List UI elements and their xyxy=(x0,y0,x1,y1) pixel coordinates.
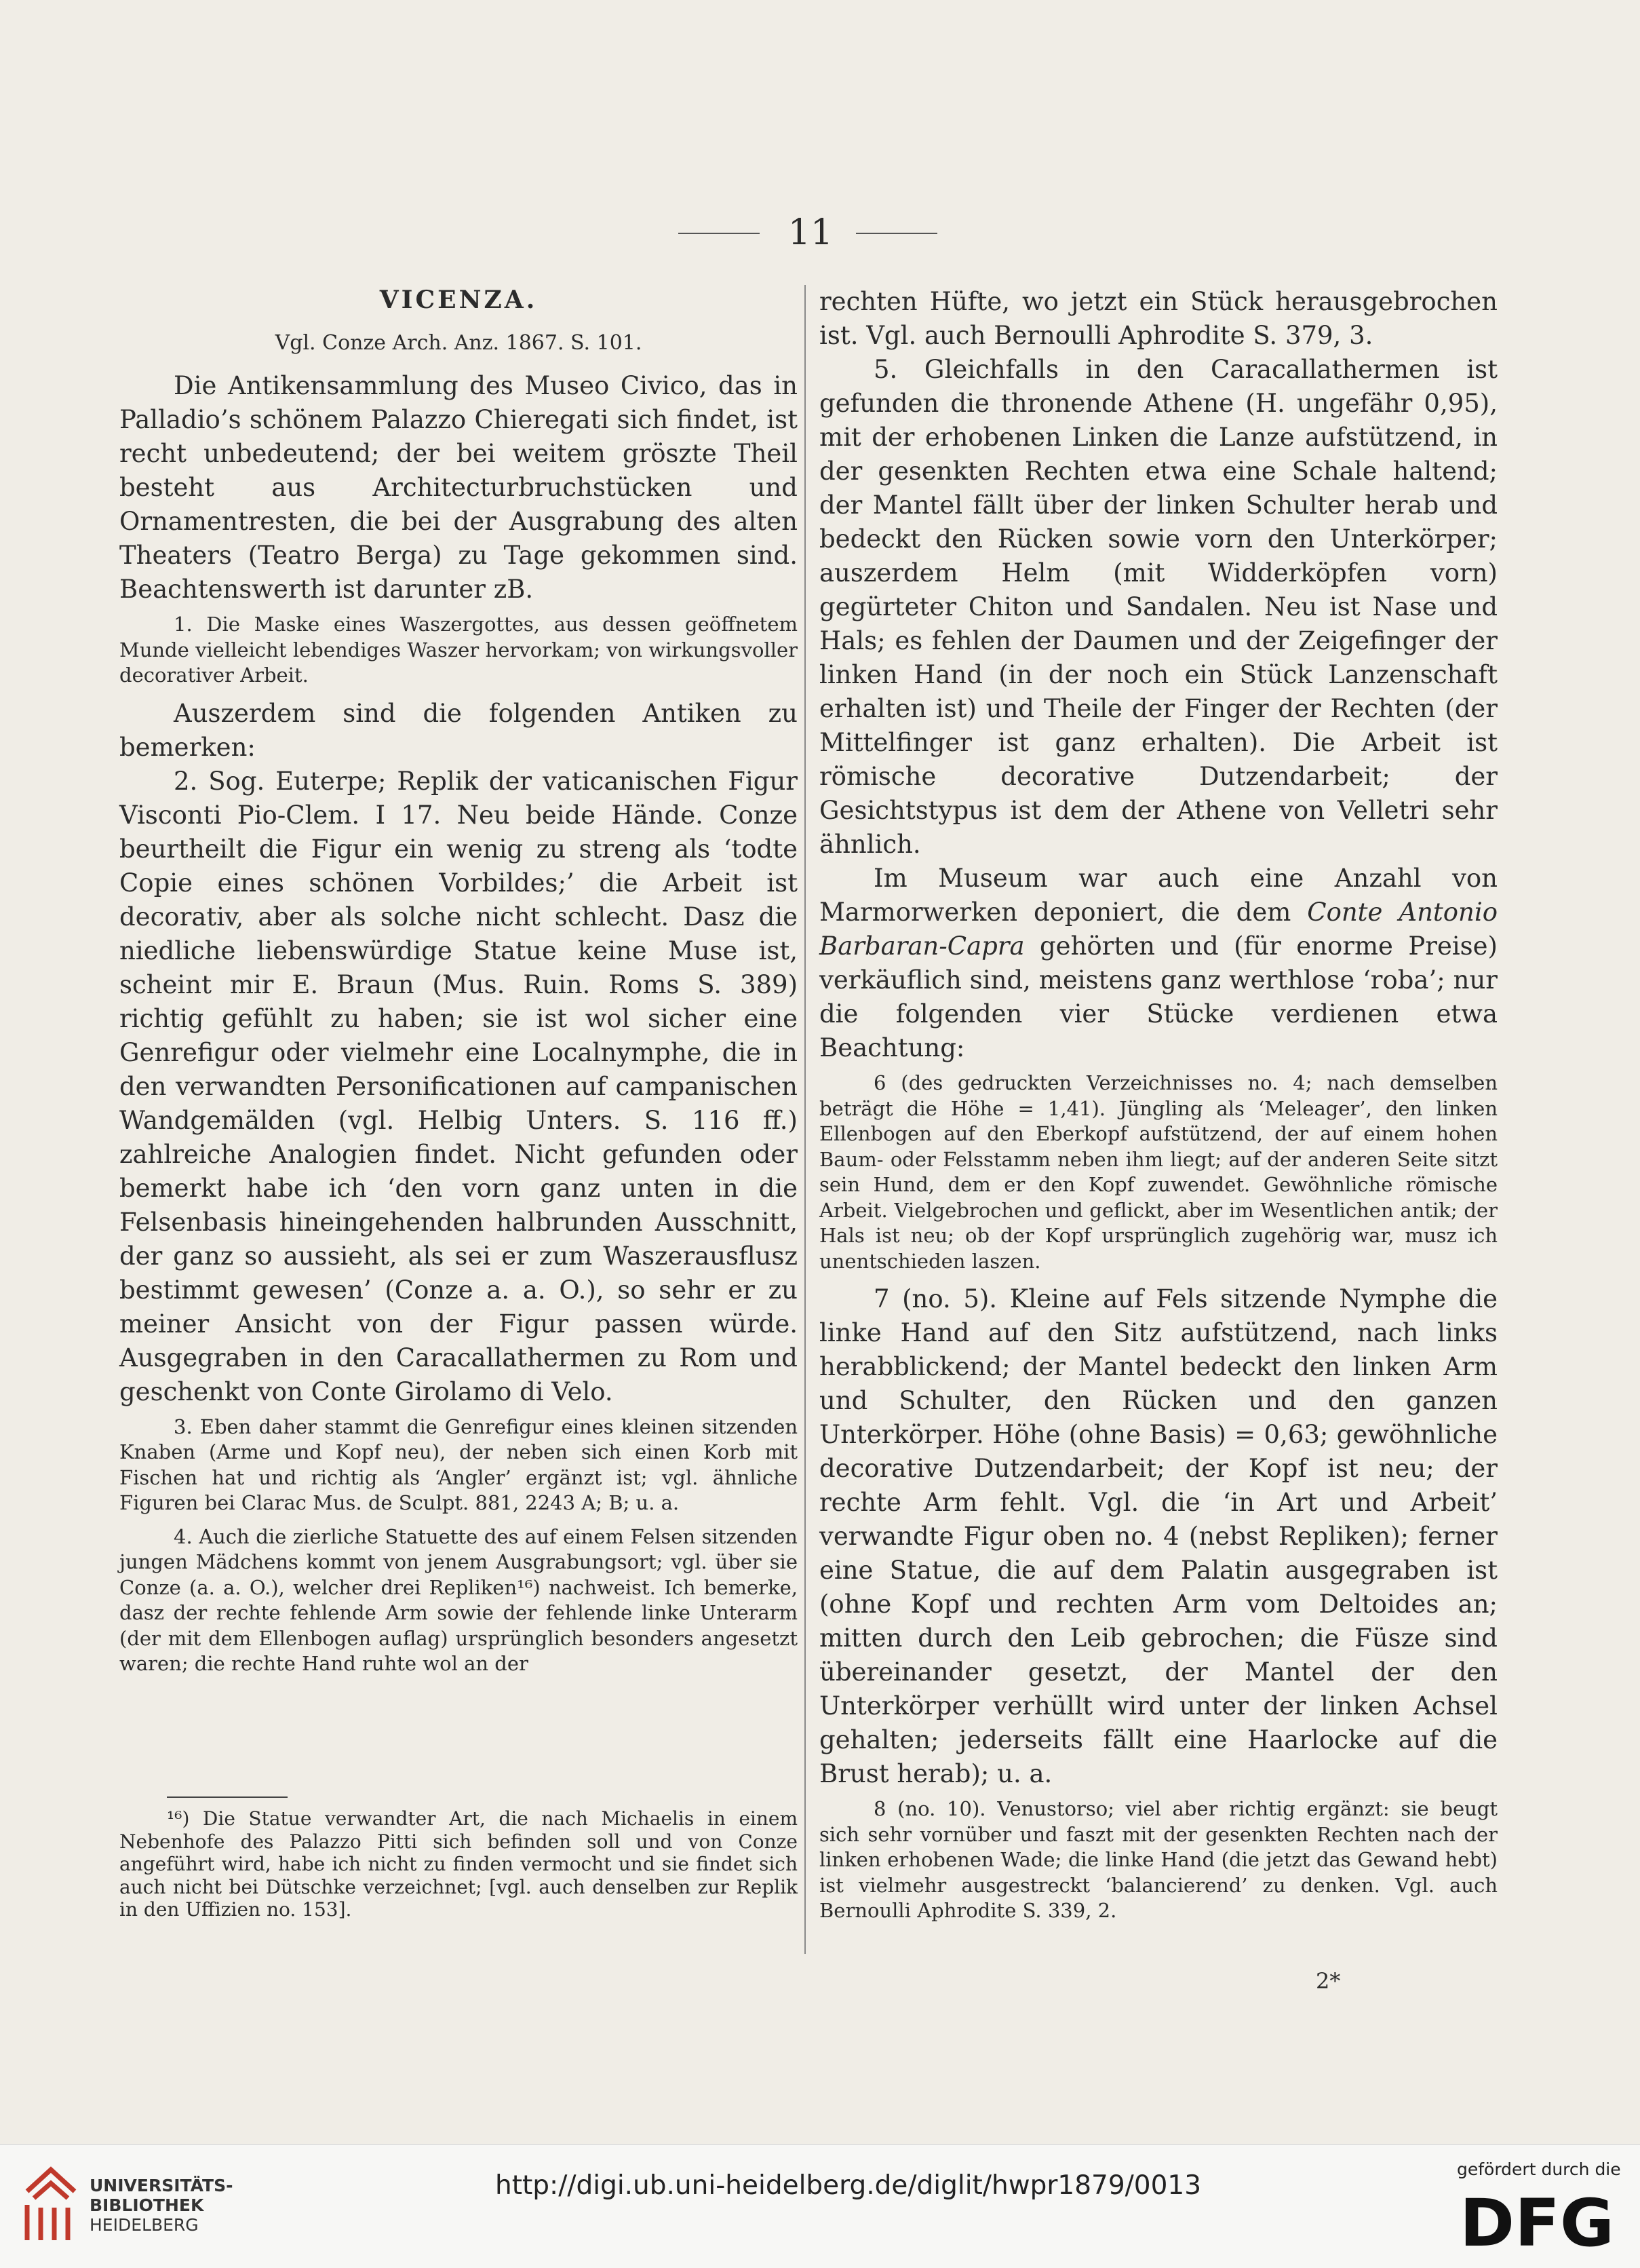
column-divider xyxy=(804,285,806,1954)
museum-text-end: gehörten und (für enorme Preise) verkäuflich sind, meistens ganz werthlose ‘roba’; nur die folgenden vier Stücke verdienen etwa Beachtung: xyxy=(819,931,1498,1062)
header-rule-right xyxy=(856,233,937,234)
owner-name: Conte Antonio Barbaran-Capra xyxy=(819,898,1498,961)
left-column xyxy=(119,285,798,1685)
ub-heidelberg-logo-icon[interactable] xyxy=(20,2164,81,2246)
page-number: 11 xyxy=(787,212,834,253)
dfg-logo-text: DFG xyxy=(1460,2191,1614,2251)
entry-1: 1. Die Maske eines Waszergottes, aus dessen geöffnetem Munde vielleicht lebendiges Waszer hervorkam; von wirkungsvoller decorativer Arbeit. xyxy=(119,613,798,687)
museum-paragraph xyxy=(819,862,1498,1065)
funded-by-label: gefördert durch die xyxy=(1457,2159,1621,2179)
library-name[interactable] xyxy=(90,2176,233,2235)
permalink-url[interactable]: http://digi.ub.uni-heidelberg.de/diglit/hwpr1879/0013 xyxy=(495,2170,1202,2201)
continuation-paragraph: rechten Hüfte, wo jetzt ein Stück herausgebrochen ist. Vgl. auch Bernoulli Aphrodite S. 379, 3. xyxy=(819,287,1498,350)
library-name-line-3: HEIDELBERG xyxy=(90,2215,199,2235)
dfg-logo-icon[interactable] xyxy=(1460,2191,1616,2251)
museum-text-start: Im Museum war auch eine Anzahl von Marmorwerken deponiert, die dem xyxy=(819,864,1498,927)
entry-5: 5. Gleichfalls in den Caracallathermen ist gefunden die thronende Athene (H. ungefähr 0,95), mit der erhobenen Linken die Lanze aufstützend, in der gesenkten Rechten etwa eine Schale haltend; der Mantel fällt über der linken Schulter herab und bedeckt den Rücken sowie vorn den Unterkörper; auszerdem Helm (mit Widderköpfen vorn) gegürteter Chiton und Sandalen. Neu ist Nase und Hals; es fehlen der Daumen und der Zeigefinger der linken Hand (in der noch ein Stück Lanzenschaft erhalten ist) und Theile der Finger der Rechten (der Mittelfinger ist ganz erhalten). Die Arbeit ist römische decorative Dutzendarbeit; der Gesichtstypus ist dem der Athene von Velletri sehr ähnlich. xyxy=(819,355,1498,859)
entry-4: 4. Auch die zierliche Statuette des auf einem Felsen sitzenden jungen Mädchens kommt von jenem Ausgrabungsort; vgl. über sie Conze (a. a. O.), welcher drei Repliken¹⁶) nachweist. Ich bemerke, dasz der rechte fehlende Arm sowie der fehlende linke Unterarm (der mit dem Ellenbogen auflag) ursprünglich besonders angesetzt waren; die rechte Hand ruhte wol an der xyxy=(119,1524,798,1675)
entry-3: 3. Eben daher stammt die Genrefigur eines kleinen sitzenden Knaben (Arme und Kopf neu), der neben sich einen Korb mit Fischen hat und richtig als ‘Angler’ ergänzt ist; vgl. ähnliche Figuren bei Clarac Mus. de Sculpt. 881, 2243 A; B; u. a. xyxy=(119,1415,798,1514)
viewer-footer xyxy=(0,2144,1640,2268)
section-reference: Vgl. Conze Arch. Anz. 1867. S. 101. xyxy=(275,331,642,355)
entry-7: 7 (no. 5). Kleine auf Fels sitzende Nymphe die linke Hand auf den Sitz aufstützend, nach links herabblickend; der Mantel bedeckt den linken Arm und Schulter, den Rücken und den ganzen Unterkörper. Höhe (ohne Basis) = 0,63; gewöhnliche decorative Dutzendarbeit; der Kopf ist neu; der rechte Arm fehlt. Vgl. die ‘in Art und Arbeit’ verwandte Figur oben no. 4 (nebst Repliken); ferner eine Statue, die auf dem Palatin ausgegraben ist (ohne Kopf und rechten Arm vom Deltoides an; mitten durch den Leib gebrochen; die Füsze sind übereinander gesetzt, der Mantel der den Unterkörper verhüllt wird unter der linken Achsel gehalten; jederseits fällt eine Haarlocke auf die Brust herab); u. a. xyxy=(819,1284,1498,1788)
entry-6: 6 (des gedruckten Verzeichnisses no. 4; nach demselben beträgt die Höhe = 1,41). Jüngling als ‘Meleager’, den linken Ellenbogen auf den Eberkopf aufstützend, der auf einem hohen Baum- oder Felsstamm neben ihm liegt; auf der anderen Seite sitzt sein Hund, dem er den Kopf zuwendet. Gewöhnliche römische Arbeit. Vielgebrochen und geflickt, aber im Wesentlichen antik; der Hals ist neu; ob der Kopf ursprünglich zugehörig war, musz ich unentschieden laszen. xyxy=(819,1071,1498,1273)
entry-2: 2. Sog. Euterpe; Replik der vaticanischen Figur Visconti Pio-Clem. I 17. Neu beide Hände. Conze beurtheilt die Figur ein wenig zu streng als ‘todte Copie eines schönen Vorbildes;’ die Arbeit ist decorativ, aber als solche nicht schlecht. Dasz die niedliche liebenswürdige Statue keine Muse ist, scheint mir E. Braun (Mus. Ruin. Roms S. 389) richtig gefühlt zu haben; sie ist wol sicher eine Genrefigur oder vielmehr eine Localnymphe, die in den verwandten Personificationen auf campanischen Wandgemälden (vgl. Helbig Unters. S. 116 ff.) zahlreiche Analogien findet. Nicht gefunden oder bemerkt habe ich ‘den vorn ganz unten in die Felsenbasis hineingehenden halbrunden Ausschnitt, der ganz so aussieht, als sei er zum Waszerausflusz bestimmt gewesen’ (Conze a. a. O.), so sehr er zu meiner Ansicht von der Figur passen würde. Ausgegraben in den Caracallathermen zu Rom und geschenkt von Conte Girolamo di Velo. xyxy=(119,766,798,1406)
printer-signature: 2* xyxy=(1316,1968,1341,1994)
library-name-line-2: BIBLIOTHEK xyxy=(90,2195,204,2215)
footnote: ¹⁶) Die Statue verwandter Art, die nach Michaelis in einem Nebenhofe des Palazzo Pitti sich befinden soll und von Conze angeführt wird, habe ich nicht zu finden vermocht und sie findet sich auch nicht bei Dütschke verzeichnet; [vgl. auch denselben zur Replik in den Uffizien no. 153]. xyxy=(119,1807,798,1921)
footnote-rule xyxy=(167,1796,288,1798)
header-rule-left xyxy=(678,233,760,234)
section-heading: VICENZA. xyxy=(379,286,538,314)
right-column xyxy=(819,285,1498,1932)
intro-paragraph: Die Antikensammlung des Museo Civico, das in Palladio’s schönem Palazzo Chieregati sich findet, ist recht unbedeutend; der bei weitem gröszte Theil besteht aus Architecturbruchstücken und Ornamentresten, die bei der Ausgrabung des alten Theaters (Teatro Berga) zu Tage gekommen sind. Beachtenswerth ist darunter zB. xyxy=(119,371,798,604)
entry-8: 8 (no. 10). Venustorso; viel aber richtig ergänzt: sie beugt sich sehr vornüber und faszt mit der gesenkten Rechten nach der linken erhobenen Wade; die linke Hand (die jetzt das Gewand hebt) ist vielmehr ausgestreckt ‘balancierend’ zu denken. Vgl. auch Bernoulli Aphrodite S. 339, 2. xyxy=(819,1797,1498,1922)
transition-paragraph: Auszerdem sind die folgenden Antiken zu bemerken: xyxy=(119,698,798,762)
library-name-line-1: UNIVERSITÄTS- xyxy=(90,2176,233,2195)
